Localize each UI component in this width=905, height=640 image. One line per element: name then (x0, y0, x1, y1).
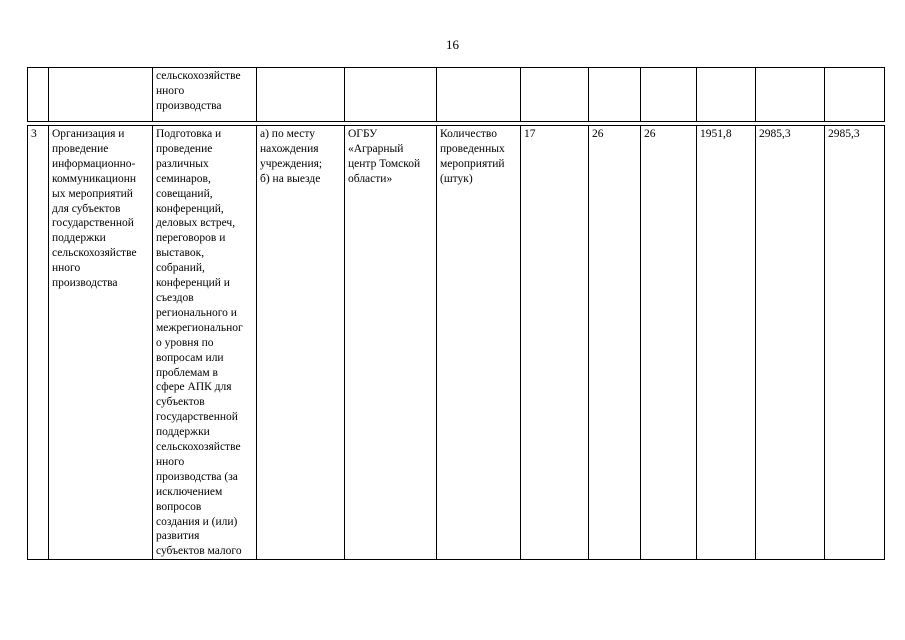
cell-name (49, 126, 153, 560)
page-number: 16 (446, 37, 459, 52)
cell-text-line: сельскохозяйстве (156, 70, 241, 82)
cell-finance-2: 2985,3 (756, 126, 825, 560)
cell-text-line: семинаров, (156, 172, 211, 185)
cell-text-line: ОГБУ (348, 128, 378, 140)
cell-value-1 (521, 68, 589, 122)
cell-text-line: сельскохозяйстве (156, 441, 241, 454)
cell-text-line: производства (за (156, 470, 238, 483)
cell-num (28, 68, 49, 122)
cell-finance-1: 1951,8 (697, 126, 756, 560)
cell-text-line: исключением (156, 485, 223, 498)
cell-text-line: создания и (или) (156, 515, 238, 528)
cell-text-line: проведение (52, 142, 109, 155)
cell-text-line: Организация и (52, 128, 125, 140)
cell-text-line: о уровня по (156, 336, 214, 349)
cell-text-line: регионального и (156, 306, 237, 319)
cell-finance-3: 2985,3 (825, 126, 885, 560)
cell-text-line: государственной (156, 411, 238, 424)
cell-text-line: нахождения (260, 142, 319, 155)
cell-text-line: совещаний, (156, 187, 213, 200)
cell-text-line: межрегиональног (156, 321, 243, 334)
cell-name (49, 68, 153, 122)
cell-text-line: нного (52, 262, 81, 275)
cell-text-line: для субъектов (52, 202, 121, 215)
cell-content (153, 126, 257, 560)
cell-text-line: выставок, (156, 247, 205, 260)
cell-executor (345, 126, 437, 560)
cell-text-line: государственной (52, 217, 134, 230)
cell-text-line: производства (52, 277, 118, 290)
cell-text-line: мероприятий (440, 157, 505, 170)
cell-text-line: проблемам в (156, 366, 218, 379)
cell-value-3: 26 (641, 126, 697, 560)
cell-text-line: «Аграрный (348, 142, 404, 155)
cell-num: 3 (28, 126, 49, 560)
cell-text-line: производства (156, 99, 222, 112)
cell-text-line: вопросов (156, 500, 202, 513)
cell-finance-3 (825, 68, 885, 122)
program-table (27, 67, 885, 560)
cell-text-line: субъектов (156, 396, 205, 409)
cell-text-line: сфере АПК для (156, 381, 232, 394)
cell-text-line: деловых встреч, (156, 217, 236, 230)
cell-content (153, 68, 257, 122)
cell-text-line: центр Томской (348, 157, 421, 170)
cell-text-line: вопросам или (156, 351, 224, 364)
cell-text-line: проведение (156, 142, 213, 155)
cell-finance-1 (697, 68, 756, 122)
cell-executor (345, 68, 437, 122)
cell-text-line: поддержки (52, 232, 106, 245)
cell-text-line: нного (156, 84, 185, 97)
cell-text-line: конференций, (156, 202, 224, 215)
cell-text-line: нного (156, 455, 185, 468)
cell-text-line: субъектов малого (156, 545, 242, 558)
cell-text-line: коммуникационн (52, 172, 137, 185)
cell-text-line: б) на выезде (260, 172, 321, 185)
cell-text-line: Количество (440, 128, 497, 140)
cell-text-line: учреждения; (260, 157, 323, 170)
cell-value-2: 26 (589, 126, 641, 560)
cell-value-1: 17 (521, 126, 589, 560)
cell-method (257, 126, 345, 560)
cell-text-line: информационно- (52, 157, 136, 170)
cell-text-line: проведенных (440, 142, 505, 155)
cell-text-line: конференций и (156, 277, 230, 290)
cell-text-line: поддержки (156, 426, 210, 439)
table-row-continuation (28, 68, 885, 122)
cell-value-3 (641, 68, 697, 122)
cell-text-line: Подготовка и (156, 128, 222, 140)
cell-value-2 (589, 68, 641, 122)
cell-text-line: различных (156, 157, 209, 170)
cell-finance-2 (756, 68, 825, 122)
cell-text-line: ых мероприятий (52, 187, 133, 200)
cell-text-line: развития (156, 530, 200, 543)
cell-text-line: а) по месту (260, 128, 315, 140)
cell-text-line: сельскохозяйстве (52, 247, 137, 260)
cell-text-line: (штук) (440, 172, 473, 185)
cell-text-line: переговоров и (156, 232, 226, 245)
table-row (28, 126, 885, 560)
cell-text-line: собраний, (156, 262, 205, 275)
cell-indicator (437, 68, 521, 122)
cell-method (257, 68, 345, 122)
cell-indicator (437, 126, 521, 560)
cell-text-line: съездов (156, 291, 194, 304)
cell-text-line: области» (348, 172, 393, 185)
